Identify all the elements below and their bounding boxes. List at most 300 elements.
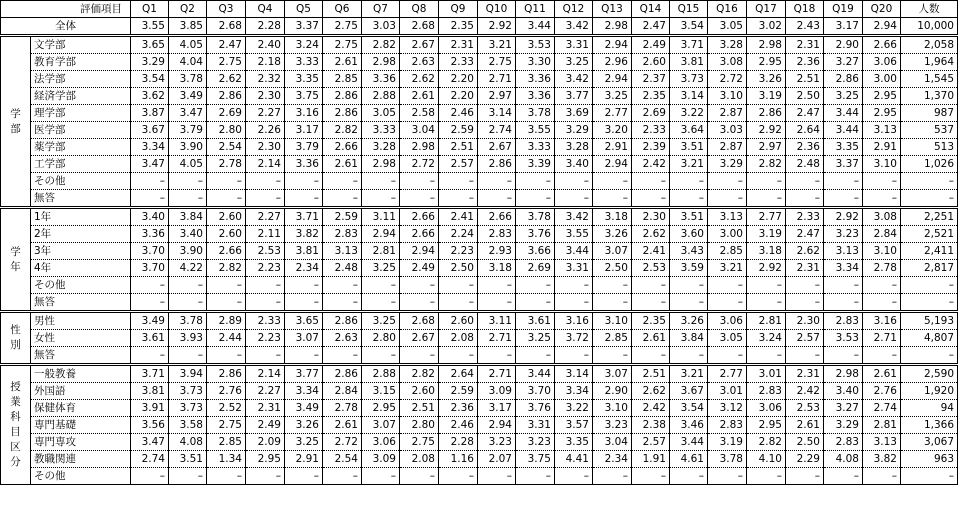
score-cell: – xyxy=(708,347,747,365)
score-cell: 2.94 xyxy=(478,417,516,434)
score-cell: – xyxy=(207,277,246,294)
score-cell: 3.91 xyxy=(131,400,169,417)
score-cell: 3.06 xyxy=(362,434,400,451)
score-cell: 2.42 xyxy=(632,156,670,173)
row-label: 医学部 xyxy=(31,122,131,139)
row-label: 教育学部 xyxy=(31,54,131,71)
score-cell: 2.59 xyxy=(439,383,478,400)
score-cell: 3.55 xyxy=(555,226,593,243)
score-cell: 3.78 xyxy=(516,105,555,122)
score-cell: 4.61 xyxy=(670,451,708,468)
score-cell: 3.64 xyxy=(670,122,708,139)
score-cell: – xyxy=(362,190,400,208)
score-cell: 3.31 xyxy=(516,417,555,434)
score-cell: 3.33 xyxy=(516,139,555,156)
score-cell: – xyxy=(747,347,786,365)
score-cell: 2.76 xyxy=(207,383,246,400)
score-cell: 2.76 xyxy=(863,383,901,400)
header-question-20: Q20 xyxy=(863,1,901,18)
score-cell: 3.82 xyxy=(285,226,323,243)
score-cell: 3.23 xyxy=(593,417,632,434)
count-cell: – xyxy=(901,190,958,208)
count-cell: 2,411 xyxy=(901,243,958,260)
score-cell: 2.95 xyxy=(747,417,786,434)
score-cell: – xyxy=(478,347,516,365)
score-cell: – xyxy=(246,277,285,294)
score-cell: 2.85 xyxy=(708,243,747,260)
group-label: 授 業 科 目 区 分 xyxy=(1,365,31,485)
score-cell: – xyxy=(362,294,400,312)
score-cell: 2.49 xyxy=(246,417,285,434)
score-cell: 3.84 xyxy=(169,208,207,226)
score-cell: 2.94 xyxy=(362,226,400,243)
score-cell: 2.78 xyxy=(323,400,362,417)
score-cell: – xyxy=(632,347,670,365)
row-label: 文学部 xyxy=(31,36,131,54)
overall-score-cell: 2.92 xyxy=(478,18,516,36)
score-cell: 2.46 xyxy=(439,417,478,434)
header-question-12: Q12 xyxy=(555,1,593,18)
score-cell: 2.23 xyxy=(246,260,285,277)
overall-score-cell: 2.98 xyxy=(593,18,632,36)
score-cell: 2.61 xyxy=(323,417,362,434)
score-cell: 3.33 xyxy=(362,122,400,139)
score-cell: 4.08 xyxy=(169,434,207,451)
score-cell: 2.41 xyxy=(632,243,670,260)
score-cell: 3.14 xyxy=(478,105,516,122)
score-cell: 3.56 xyxy=(131,417,169,434)
score-cell: 3.47 xyxy=(131,434,169,451)
score-cell: 2.14 xyxy=(246,365,285,383)
score-cell: 3.01 xyxy=(747,365,786,383)
score-cell: 3.08 xyxy=(863,208,901,226)
score-cell: 2.86 xyxy=(207,365,246,383)
score-cell: 3.36 xyxy=(131,226,169,243)
table-row xyxy=(1,434,958,451)
score-cell: – xyxy=(516,173,555,190)
header-question-19: Q19 xyxy=(824,1,863,18)
score-cell: – xyxy=(632,294,670,312)
score-cell: 2.50 xyxy=(786,434,824,451)
score-cell: 3.19 xyxy=(708,434,747,451)
score-cell: 3.00 xyxy=(863,71,901,88)
score-cell: – xyxy=(400,347,439,365)
score-cell: 2.42 xyxy=(632,400,670,417)
score-cell: 2.51 xyxy=(786,71,824,88)
group-label: 性 別 xyxy=(1,312,31,365)
score-cell: – xyxy=(863,277,901,294)
score-cell: 3.17 xyxy=(478,400,516,417)
header-count-label: 人数 xyxy=(901,1,958,18)
score-cell: 3.46 xyxy=(670,417,708,434)
score-cell: 2.24 xyxy=(439,226,478,243)
score-cell: 2.26 xyxy=(246,122,285,139)
table-row xyxy=(1,400,958,417)
score-cell: – xyxy=(593,294,632,312)
score-cell: 2.61 xyxy=(323,54,362,71)
score-cell: 2.59 xyxy=(439,122,478,139)
score-cell: 2.62 xyxy=(632,383,670,400)
score-cell: 2.23 xyxy=(439,243,478,260)
score-cell: 2.33 xyxy=(246,312,285,330)
score-cell: – xyxy=(747,190,786,208)
score-cell: 2.60 xyxy=(207,208,246,226)
score-cell: 3.90 xyxy=(169,139,207,156)
score-cell: – xyxy=(323,173,362,190)
score-cell: 3.23 xyxy=(824,226,863,243)
score-cell: 2.68 xyxy=(400,312,439,330)
score-cell: 3.27 xyxy=(824,54,863,71)
score-cell: – xyxy=(131,468,169,485)
overall-score-cell: 2.68 xyxy=(207,18,246,36)
score-cell: 3.53 xyxy=(824,330,863,347)
score-cell: – xyxy=(207,468,246,485)
count-cell: 1,545 xyxy=(901,71,958,88)
score-cell: 2.71 xyxy=(478,330,516,347)
score-cell: 3.47 xyxy=(169,105,207,122)
header-question-3: Q3 xyxy=(207,1,246,18)
score-cell: 3.25 xyxy=(362,260,400,277)
score-cell: 3.36 xyxy=(362,71,400,88)
score-cell: 2.82 xyxy=(207,260,246,277)
score-cell: 2.92 xyxy=(747,260,786,277)
score-cell: 2.07 xyxy=(478,451,516,468)
score-cell: – xyxy=(786,468,824,485)
overall-score-cell: 3.03 xyxy=(362,18,400,36)
score-cell: 3.13 xyxy=(863,434,901,451)
score-cell: 2.80 xyxy=(400,417,439,434)
score-cell: – xyxy=(323,468,362,485)
score-cell: – xyxy=(593,277,632,294)
count-cell: – xyxy=(901,173,958,190)
score-cell: – xyxy=(400,277,439,294)
score-cell: 2.90 xyxy=(593,383,632,400)
score-cell: – xyxy=(516,347,555,365)
score-cell: – xyxy=(632,468,670,485)
table-row xyxy=(1,208,958,226)
table-row xyxy=(1,88,958,105)
score-cell: 2.75 xyxy=(207,54,246,71)
score-cell: – xyxy=(400,190,439,208)
table-row xyxy=(1,54,958,71)
score-cell: – xyxy=(708,190,747,208)
score-cell: 2.36 xyxy=(439,400,478,417)
score-cell: – xyxy=(439,468,478,485)
score-cell: 2.54 xyxy=(207,139,246,156)
score-cell: 3.23 xyxy=(516,434,555,451)
score-cell: 3.44 xyxy=(516,365,555,383)
score-cell: 3.71 xyxy=(131,365,169,383)
score-cell: 2.34 xyxy=(285,260,323,277)
score-cell: 2.72 xyxy=(708,71,747,88)
score-cell: – xyxy=(207,294,246,312)
score-cell: 2.98 xyxy=(747,36,786,54)
count-cell: 2,251 xyxy=(901,208,958,226)
score-cell: 2.78 xyxy=(863,260,901,277)
score-cell: 3.28 xyxy=(708,36,747,54)
count-cell: – xyxy=(901,294,958,312)
row-label: 保健体育 xyxy=(31,400,131,417)
score-cell: 2.83 xyxy=(323,226,362,243)
score-cell: – xyxy=(131,277,169,294)
score-cell: – xyxy=(169,190,207,208)
score-cell: – xyxy=(169,277,207,294)
score-cell: 2.31 xyxy=(246,400,285,417)
score-cell: 2.91 xyxy=(593,139,632,156)
score-cell: – xyxy=(863,173,901,190)
score-cell: 2.69 xyxy=(632,105,670,122)
row-label: 外国語 xyxy=(31,383,131,400)
score-cell: – xyxy=(207,347,246,365)
score-cell: 1.16 xyxy=(439,451,478,468)
score-cell: 3.22 xyxy=(555,400,593,417)
score-cell: 3.40 xyxy=(555,156,593,173)
table-row xyxy=(1,347,958,365)
score-cell: 2.33 xyxy=(439,54,478,71)
score-cell: – xyxy=(708,277,747,294)
score-cell: – xyxy=(285,173,323,190)
score-cell: 3.21 xyxy=(670,365,708,383)
score-cell: 3.61 xyxy=(516,312,555,330)
score-cell: 3.44 xyxy=(555,243,593,260)
count-cell: 963 xyxy=(901,451,958,468)
score-cell: 2.32 xyxy=(246,71,285,88)
score-cell: 2.51 xyxy=(632,365,670,383)
overall-score-cell: 2.94 xyxy=(863,18,901,36)
score-cell: 3.22 xyxy=(670,105,708,122)
score-cell: 3.09 xyxy=(362,451,400,468)
score-cell: – xyxy=(323,347,362,365)
score-cell: – xyxy=(362,173,400,190)
score-cell: 3.51 xyxy=(670,208,708,226)
score-cell: 4.05 xyxy=(169,36,207,54)
score-cell: 2.66 xyxy=(323,139,362,156)
score-cell: 2.53 xyxy=(786,400,824,417)
score-cell: 2.88 xyxy=(362,88,400,105)
score-cell: 3.49 xyxy=(131,312,169,330)
score-cell: – xyxy=(439,294,478,312)
overall-score-cell: 3.37 xyxy=(285,18,323,36)
score-cell: 3.35 xyxy=(555,434,593,451)
score-cell: 3.06 xyxy=(708,312,747,330)
score-cell: 3.43 xyxy=(670,243,708,260)
score-cell: 2.72 xyxy=(400,156,439,173)
score-cell: 4.08 xyxy=(824,451,863,468)
score-cell: 3.34 xyxy=(824,260,863,277)
table-row xyxy=(1,451,958,468)
score-cell: – xyxy=(285,294,323,312)
count-cell: 1,366 xyxy=(901,417,958,434)
score-cell: 3.25 xyxy=(516,330,555,347)
score-cell: – xyxy=(708,294,747,312)
score-cell: – xyxy=(246,468,285,485)
score-cell: 2.88 xyxy=(362,365,400,383)
score-cell: 3.81 xyxy=(131,383,169,400)
score-cell: 2.77 xyxy=(708,365,747,383)
row-label: その他 xyxy=(31,173,131,190)
score-cell: 2.48 xyxy=(323,260,362,277)
score-cell: – xyxy=(863,190,901,208)
score-cell: – xyxy=(632,277,670,294)
score-cell: – xyxy=(246,347,285,365)
score-cell: 2.51 xyxy=(400,400,439,417)
score-cell: 3.29 xyxy=(708,156,747,173)
score-cell: 3.42 xyxy=(555,208,593,226)
score-cell: 3.49 xyxy=(169,88,207,105)
table-row xyxy=(1,312,958,330)
score-cell: – xyxy=(824,347,863,365)
score-cell: 2.57 xyxy=(439,156,478,173)
score-cell: 2.23 xyxy=(246,330,285,347)
score-cell: 3.37 xyxy=(824,156,863,173)
count-cell: 1,370 xyxy=(901,88,958,105)
score-cell: 3.18 xyxy=(747,243,786,260)
score-cell: 3.24 xyxy=(747,330,786,347)
score-cell: 2.50 xyxy=(593,260,632,277)
score-cell: 3.61 xyxy=(131,330,169,347)
overall-row xyxy=(1,18,958,36)
score-cell: – xyxy=(439,190,478,208)
score-cell: – xyxy=(708,173,747,190)
score-cell: – xyxy=(169,468,207,485)
score-cell: – xyxy=(169,173,207,190)
score-cell: 2.81 xyxy=(362,243,400,260)
count-cell: 2,521 xyxy=(901,226,958,243)
score-cell: 3.44 xyxy=(824,122,863,139)
score-cell: 3.59 xyxy=(670,260,708,277)
score-cell: 3.30 xyxy=(516,54,555,71)
score-cell: 2.51 xyxy=(439,139,478,156)
score-cell: 2.84 xyxy=(863,226,901,243)
score-cell: 2.77 xyxy=(593,105,632,122)
score-cell: 3.24 xyxy=(285,36,323,54)
score-cell: 2.30 xyxy=(246,139,285,156)
score-cell: 2.95 xyxy=(246,451,285,468)
score-cell: 2.86 xyxy=(323,312,362,330)
score-cell: 3.78 xyxy=(708,451,747,468)
score-cell: 3.10 xyxy=(593,400,632,417)
score-cell: 3.47 xyxy=(131,156,169,173)
row-label: 2年 xyxy=(31,226,131,243)
score-cell: 3.23 xyxy=(478,434,516,451)
score-cell: 2.30 xyxy=(246,88,285,105)
score-cell: – xyxy=(516,190,555,208)
score-cell: – xyxy=(670,468,708,485)
table-row xyxy=(1,36,958,54)
score-cell: 2.94 xyxy=(593,156,632,173)
table-row xyxy=(1,330,958,347)
score-cell: 3.55 xyxy=(516,122,555,139)
header-question-18: Q18 xyxy=(786,1,824,18)
score-cell: 2.98 xyxy=(362,54,400,71)
header-question-17: Q17 xyxy=(747,1,786,18)
score-cell: 3.69 xyxy=(555,105,593,122)
overall-score-cell: 2.43 xyxy=(786,18,824,36)
overall-score-cell: 2.68 xyxy=(400,18,439,36)
score-cell: 2.85 xyxy=(593,330,632,347)
table-row xyxy=(1,468,958,485)
score-cell: 3.94 xyxy=(169,365,207,383)
score-cell: – xyxy=(362,347,400,365)
score-cell: 3.19 xyxy=(747,88,786,105)
score-cell: 2.83 xyxy=(708,417,747,434)
score-cell: 2.86 xyxy=(747,105,786,122)
score-cell: 2.58 xyxy=(400,105,439,122)
score-cell: 2.27 xyxy=(246,383,285,400)
overall-score-cell: 2.75 xyxy=(323,18,362,36)
score-cell: 3.65 xyxy=(131,36,169,54)
score-cell: 3.01 xyxy=(708,383,747,400)
score-cell: 3.10 xyxy=(708,88,747,105)
score-cell: – xyxy=(708,468,747,485)
score-cell: 3.78 xyxy=(169,71,207,88)
score-cell: – xyxy=(593,173,632,190)
score-cell: – xyxy=(246,294,285,312)
count-cell: – xyxy=(901,468,958,485)
score-cell: – xyxy=(555,468,593,485)
header-question-2: Q2 xyxy=(169,1,207,18)
table-row xyxy=(1,243,958,260)
row-label: 4年 xyxy=(31,260,131,277)
score-cell: 2.82 xyxy=(747,156,786,173)
score-cell: – xyxy=(747,173,786,190)
score-cell: 3.27 xyxy=(824,400,863,417)
score-cell: 2.66 xyxy=(863,36,901,54)
score-cell: 2.61 xyxy=(863,365,901,383)
score-cell: 2.95 xyxy=(362,400,400,417)
score-cell: 2.27 xyxy=(246,105,285,122)
score-cell: – xyxy=(207,190,246,208)
score-cell: 2.29 xyxy=(786,451,824,468)
score-cell: 2.97 xyxy=(747,139,786,156)
score-cell: 2.33 xyxy=(786,208,824,226)
score-cell: 2.61 xyxy=(632,330,670,347)
score-cell: 2.89 xyxy=(207,312,246,330)
score-cell: 3.29 xyxy=(824,417,863,434)
score-cell: – xyxy=(824,294,863,312)
score-cell: 3.28 xyxy=(362,139,400,156)
score-cell: – xyxy=(670,347,708,365)
header-question-4: Q4 xyxy=(246,1,285,18)
header-question-16: Q16 xyxy=(708,1,747,18)
score-cell: 2.31 xyxy=(786,365,824,383)
score-cell: 2.64 xyxy=(439,365,478,383)
score-cell: – xyxy=(400,294,439,312)
score-cell: 3.40 xyxy=(169,226,207,243)
score-cell: – xyxy=(593,190,632,208)
score-cell: 3.62 xyxy=(131,88,169,105)
score-cell: – xyxy=(246,190,285,208)
score-cell: 3.25 xyxy=(362,312,400,330)
score-cell: 2.81 xyxy=(863,417,901,434)
score-cell: 3.77 xyxy=(285,365,323,383)
score-cell: 3.13 xyxy=(863,122,901,139)
score-cell: – xyxy=(362,277,400,294)
score-cell: 2.95 xyxy=(747,54,786,71)
score-cell: 3.25 xyxy=(285,434,323,451)
score-cell: 3.12 xyxy=(708,400,747,417)
score-cell: 2.49 xyxy=(400,260,439,277)
score-cell: 2.71 xyxy=(478,71,516,88)
score-cell: 3.26 xyxy=(670,312,708,330)
row-label: 教職関連 xyxy=(31,451,131,468)
score-cell: 2.71 xyxy=(863,330,901,347)
score-cell: 2.97 xyxy=(478,88,516,105)
score-cell: 2.33 xyxy=(632,122,670,139)
score-cell: 2.91 xyxy=(285,451,323,468)
score-cell: 2.54 xyxy=(323,451,362,468)
count-cell: 5,193 xyxy=(901,312,958,330)
